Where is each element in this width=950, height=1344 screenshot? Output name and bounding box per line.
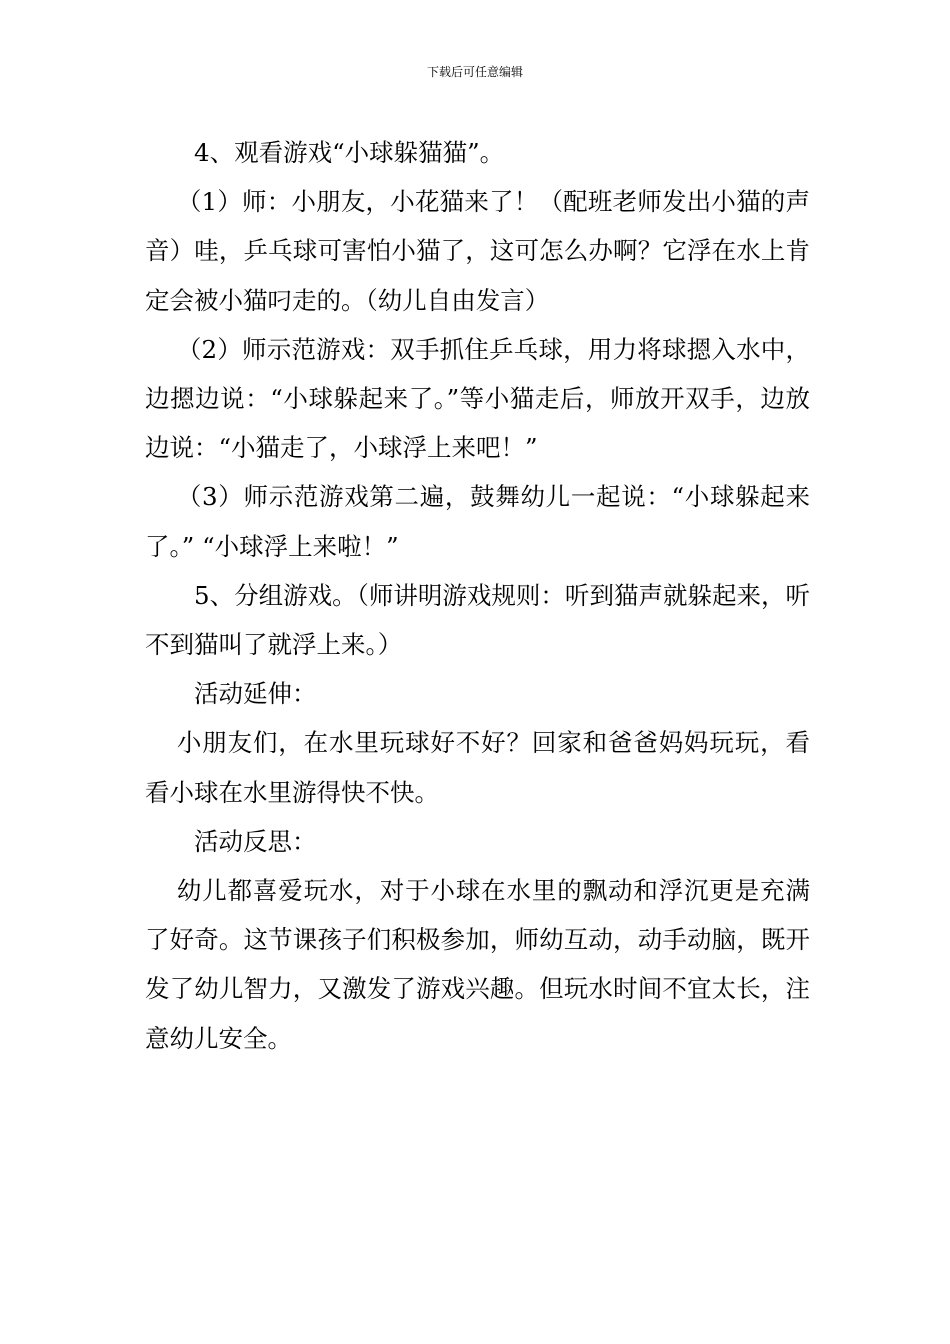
step-4-part-2: （2）师示范游戏：双手抓住乒乓球，用力将球摁入水中，边摁边说：“小球躲起来了。”等小猫走后，师放开双手，边放边说：“小猫走了，小球浮上来吧！” bbox=[145, 334, 810, 463]
activity-extension-heading: 活动延伸： bbox=[194, 679, 317, 709]
step-4-heading: 4、观看游戏“小球躲猫猫”。 bbox=[194, 138, 505, 167]
step-4-part-3: （3）师示范游戏第二遍，鼓舞幼儿一起说：“小球躲起来了。” “小球浮上来啦！” bbox=[145, 482, 810, 561]
document-body bbox=[145, 128, 810, 1063]
step-4-part-1: （1）师：小朋友，小花猫来了！（配班老师发出小猫的声音）哇，乒乓球可害怕小猫了，这可怎么办啊？它浮在水上肯定会被小猫叼走的。（幼儿自由发言） bbox=[145, 187, 810, 315]
step-5-group-game: 5、分组游戏。（师讲明游戏规则：听到猫声就躲起来，听不到猫叫了就浮上来。） bbox=[145, 580, 810, 660]
activity-extension-text: 小朋友们，在水里玩球好不好？回家和爸爸妈妈玩玩，看看小球在水里游得快不快。 bbox=[145, 728, 810, 807]
page-header-note: 下载后可任意编辑 bbox=[426, 65, 523, 79]
activity-reflection-heading: 活动反思： bbox=[194, 826, 317, 856]
activity-reflection-text: 幼儿都喜爱玩水，对于小球在水里的飘动和浮沉更是充满了好奇。这节课孩子们积极参加，师幼互动，动手动脑，既开发了幼儿智力，又激发了游戏兴趣。但玩水时间不宜太长，注意幼儿安全。 bbox=[145, 876, 810, 1053]
